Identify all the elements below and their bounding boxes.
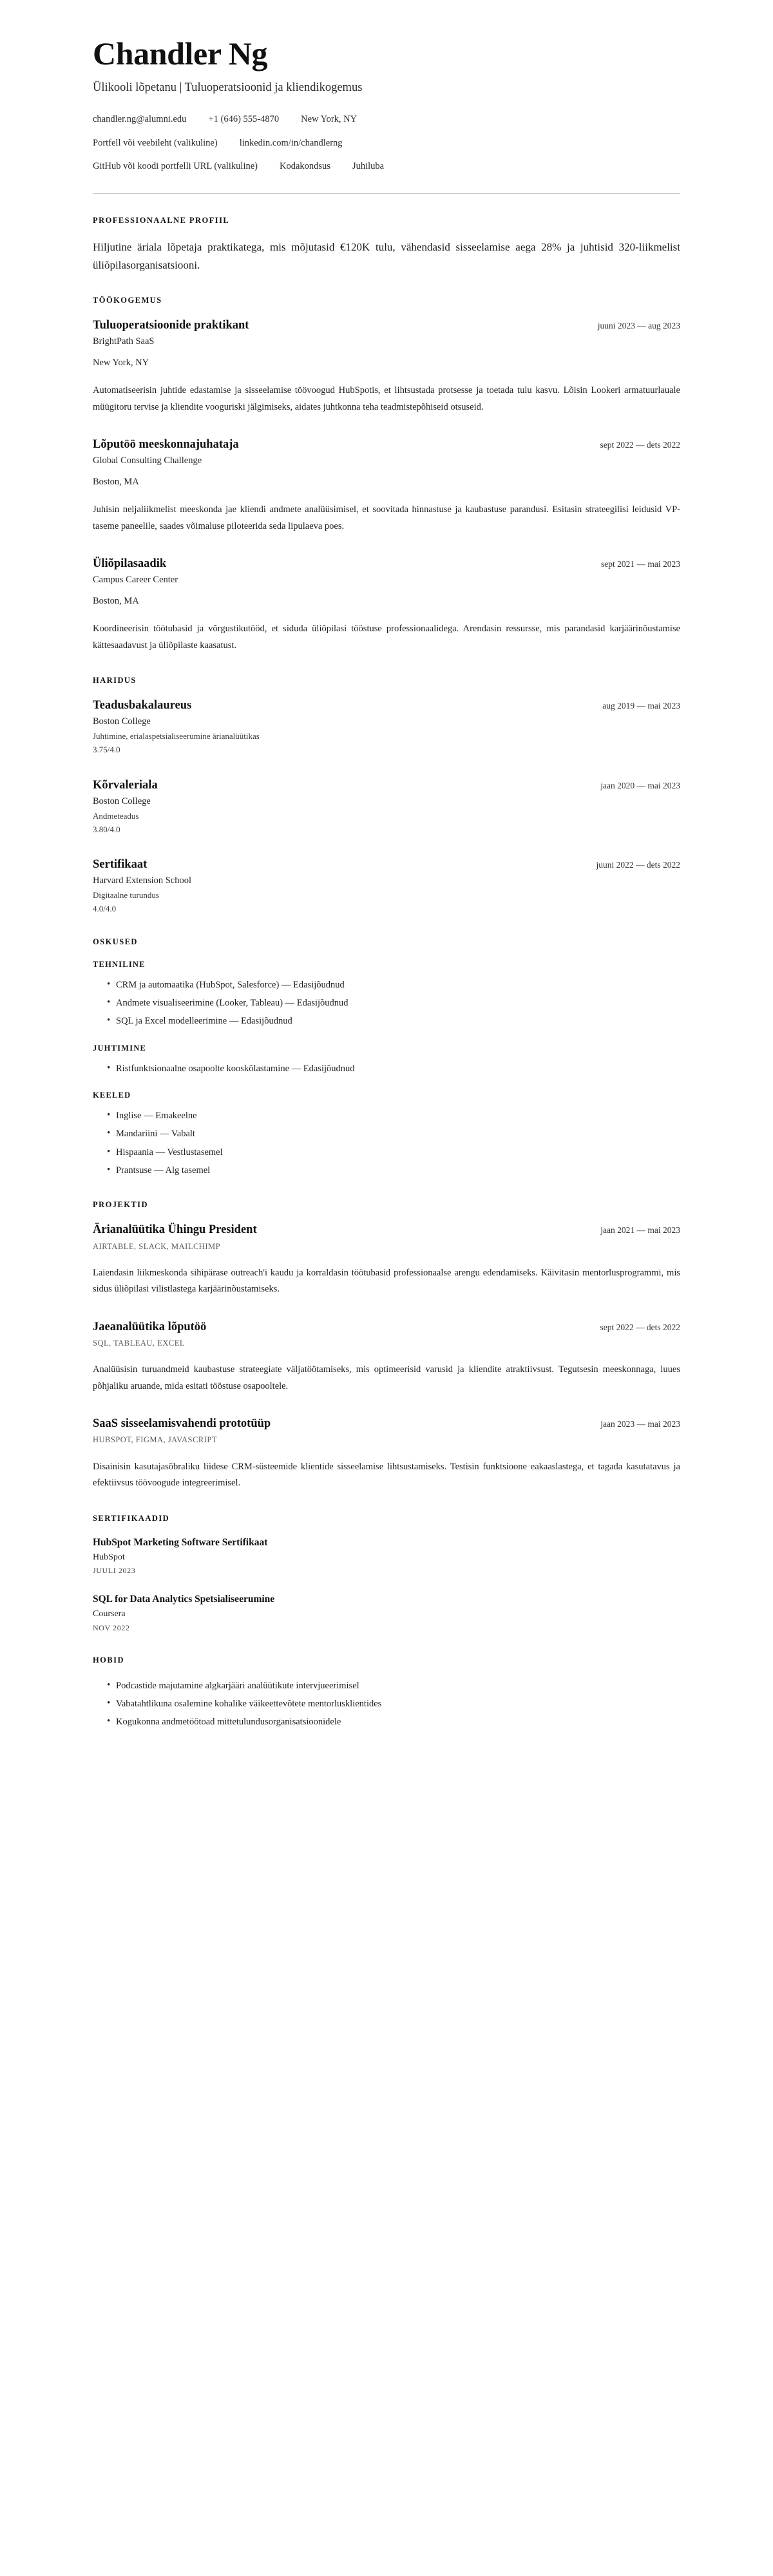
project-date: jaan 2023 — mai 2023 <box>600 1419 680 1429</box>
profile-summary: Hiljutine äriala lõpetaja praktikatega, mis mõjutasid €120K tulu, vähendasid sisseelamise aega 28% ja juhtisid 320-liikmelist üliõpilasorganisatsiooni. <box>93 241 680 271</box>
skill-item: • CRM ja automaatika (HubSpot, Salesforce) — Edasijõudnud <box>107 977 680 993</box>
skill-group-title: KEELED <box>93 1090 131 1100</box>
job-title: Üliõpilasaadik <box>93 557 167 571</box>
skill-group <box>93 1091 680 1178</box>
project-tech-stack: SQL, TABLEAU, EXCEL <box>93 1338 185 1348</box>
job-company: Global Consulting Challenge <box>93 455 202 466</box>
skills-list <box>93 960 680 1179</box>
certification-entry <box>93 1593 680 1634</box>
project-title: Jaeanalüütika lõputöö <box>93 1320 207 1333</box>
job-location: Boston, MA <box>93 477 139 488</box>
section-title-profile: PROFESSIONAALNE PROFIIL <box>93 216 230 225</box>
job-date: sept 2022 — dets 2022 <box>600 440 680 450</box>
skill-item: • Mandariini — Vabalt <box>107 1126 680 1141</box>
job-date: juuni 2023 — aug 2023 <box>597 321 680 331</box>
job-date: sept 2021 — mai 2023 <box>601 559 680 569</box>
degree-gpa: 4.0/4.0 <box>93 904 117 914</box>
entry-header <box>93 318 680 333</box>
section-profile <box>93 216 680 274</box>
education-entry <box>93 698 680 756</box>
project-title: Ärianalüütika Ühingu President <box>93 1223 257 1237</box>
section-hobbies <box>93 1655 680 1730</box>
section-title-education: HARIDUS <box>93 676 137 685</box>
entry-header <box>93 1320 680 1335</box>
education-entry <box>93 857 680 915</box>
entry-header <box>93 698 680 713</box>
hobby-item: • Podcastide majutamine algkarjääri analüütikute intervjueerimisel <box>107 1678 680 1693</box>
education-entry <box>93 778 680 836</box>
job-description: Juhisin neljaliikmelist meeskonda jae kliendi andmete analüüsimisel, et soovitada hinnastuse ja kaubastuse parandusi. Esitasin strateegilisi leidusid VP-taseme paneelile, saades võimaluse piloteerida seda lipulaeva poes. <box>93 504 680 531</box>
contact-item[interactable]: GitHub või koodi portfelli URL (valikuline) <box>93 161 258 172</box>
project-entry <box>93 1417 680 1491</box>
project-date: jaan 2021 — mai 2023 <box>600 1225 680 1236</box>
project-description: Laiendasin liikmeskonda sihipärase outreach'i kaudu ja korraldasin töötubasid professionaalse arengu edendamiseks. Käivitasin mentorlusprogrammi, mis sidus üliõpilasi vilistlastega karjäärinõustamiseks. <box>93 1268 680 1295</box>
hobby-item: • Kogukonna andmetöötoad mittetulundusorganisatsioonidele <box>107 1714 680 1730</box>
skill-item: • Andmete visualiseerimine (Looker, Tableau) — Edasijõudnud <box>107 995 680 1011</box>
contact-block <box>93 113 680 174</box>
projects-list <box>93 1223 680 1491</box>
job-description: Koordineerisin töötubasid ja võrgustikutööd, et siduda üliõpilasi tööstuse professionaalidega. Arendasin ressursse, mis parandasid karjäärinõustamise kättesaadavust ja üliõpilaste kaasatust. <box>93 624 680 651</box>
education-list <box>93 698 680 915</box>
certifications-list <box>93 1536 680 1634</box>
hobby-item: • Vabatahtlikuna osalemine kohalike väikeettevõtete mentorlusklientides <box>107 1696 680 1712</box>
experience-entry <box>93 557 680 654</box>
section-title-hobbies: HOBID <box>93 1655 124 1665</box>
resume-content <box>52 36 721 1730</box>
skill-group-title: JUHTIMINE <box>93 1043 147 1053</box>
section-title-experience: TÖÖKOGEMUS <box>93 296 162 305</box>
contact-item[interactable]: chandler.ng@alumni.edu <box>93 113 187 124</box>
entry-header <box>93 1417 680 1431</box>
skill-item: • Inglise — Emakeelne <box>107 1108 680 1123</box>
section-projects <box>93 1200 680 1491</box>
entry-header <box>93 857 680 872</box>
certification-name: HubSpot Marketing Software Sertifikaat <box>93 1536 268 1548</box>
contact-row <box>93 160 680 174</box>
contact-row <box>93 113 680 127</box>
contact-item[interactable]: New York, NY <box>301 113 358 124</box>
skill-item: • SQL ja Excel modelleerimine — Edasijõudnud <box>107 1013 680 1029</box>
project-description: Analüüsisin turuandmeid kaubastuse strateegiate väljatöötamiseks, mis optimeerisid varusid ja kliendite atraktiivsust. Tegutsesin meeskonnaga, luues põhjaliku aruande, mida esitati tööstuse osapooltele. <box>93 1364 680 1391</box>
project-tech-stack: AIRTABLE, SLACK, MAILCHIMP <box>93 1241 221 1251</box>
skill-group <box>93 960 680 1029</box>
section-title-skills: OSKUSED <box>93 937 138 946</box>
school-name: Harvard Extension School <box>93 875 192 886</box>
degree-gpa: 3.75/4.0 <box>93 745 120 755</box>
certification-issuer: HubSpot <box>93 1552 125 1562</box>
project-date: sept 2022 — dets 2022 <box>600 1322 680 1332</box>
degree-title: Sertifikaat <box>93 858 148 872</box>
section-experience <box>93 296 680 654</box>
section-title-certifications: SERTIFIKAADID <box>93 1513 170 1523</box>
job-company: BrightPath SaaS <box>93 336 155 347</box>
experience-entry <box>93 437 680 535</box>
skill-bullet-list <box>93 977 680 1029</box>
section-education <box>93 676 680 915</box>
skill-group <box>93 1044 680 1076</box>
job-location: New York, NY <box>93 358 149 368</box>
contact-item[interactable]: linkedin.com/in/chandlerng <box>239 137 343 148</box>
certification-entry <box>93 1536 680 1577</box>
certification-date: NOV 2022 <box>93 1623 130 1632</box>
entry-header <box>93 557 680 571</box>
certification-issuer: Coursera <box>93 1609 126 1619</box>
degree-field: Andmeteadus <box>93 810 139 821</box>
degree-field: Juhtimine, erialaspetsialiseerumine ärianalüütikas <box>93 731 260 741</box>
candidate-name: Chandler Ng <box>93 35 268 72</box>
skill-item: • Hispaania — Vestlustasemel <box>107 1145 680 1160</box>
contact-item[interactable]: +1 (646) 555-4870 <box>208 113 280 124</box>
header-divider <box>93 193 680 194</box>
project-tech-stack: HUBSPOT, FIGMA, JAVASCRIPT <box>93 1435 217 1445</box>
skill-item: • Prantsuse — Alg tasemel <box>107 1163 680 1178</box>
skill-group-title: TEHNILINE <box>93 959 146 969</box>
entry-header <box>93 1223 680 1237</box>
degree-date: aug 2019 — mai 2023 <box>602 701 680 711</box>
job-location: Boston, MA <box>93 596 139 607</box>
section-certifications <box>93 1514 680 1634</box>
project-title: SaaS sisseelamisvahendi prototüüp <box>93 1417 271 1431</box>
school-name: Boston College <box>93 716 151 727</box>
candidate-headline: Ülikooli lõpetanu | Tuluoperatsioonid ja kliendikogemus <box>93 81 363 94</box>
experience-entry <box>93 318 680 415</box>
degree-field: Digitaalne turundus <box>93 890 159 901</box>
degree-gpa: 3.80/4.0 <box>93 824 120 834</box>
resume-header <box>93 36 680 174</box>
degree-date: jaan 2020 — mai 2023 <box>600 780 680 790</box>
contact-item[interactable]: Portfell või veebileht (valikuline) <box>93 137 218 148</box>
contact-row <box>93 137 680 151</box>
section-skills <box>93 937 680 1179</box>
skill-bullet-list <box>93 1108 680 1178</box>
job-title: Tuluoperatsioonide praktikant <box>93 319 249 332</box>
degree-date: juuni 2022 — dets 2022 <box>596 860 680 870</box>
hobbies-bullet-list <box>93 1678 680 1730</box>
certification-name: SQL for Data Analytics Spetsialiseerumine <box>93 1594 275 1605</box>
degree-title: Kõrvaleriala <box>93 778 158 792</box>
entry-header <box>93 437 680 452</box>
job-company: Campus Career Center <box>93 575 178 586</box>
skill-item: • Ristfunktsionaalne osapoolte kooskõlastamine — Edasijõudnud <box>107 1061 680 1076</box>
project-entry <box>93 1320 680 1395</box>
section-title-projects: PROJEKTID <box>93 1200 148 1210</box>
entry-header <box>93 778 680 793</box>
contact-item[interactable]: Kodakondsus <box>280 161 330 172</box>
project-entry <box>93 1223 680 1297</box>
certification-date: JUULI 2023 <box>93 1566 136 1576</box>
contact-item[interactable]: Juhiluba <box>352 161 385 172</box>
project-description: Disainisin kasutajasõbraliku liidese CRM-süsteemide klientide sisseelamise lihtsustamiseks. Testisin funktsioone eakaaslastega, et tagada kasutatavus ja efektiivsus töövoogude integreerimisel. <box>93 1461 680 1489</box>
degree-title: Teadusbakalaureus <box>93 699 192 712</box>
job-description: Automatiseerisin juhtide edastamise ja sisseelamise töövoogud HubSpotis, et lihtsustada protsesse ja toetada tulu kasvu. Lõisin Lookeri armatuurlauale müügitoru tervise ja kliendite vooguriski jälgimiseks, aidates juhtkonna teha teadmistepõhiseid otsuseid. <box>93 385 680 412</box>
skill-bullet-list <box>93 1061 680 1076</box>
school-name: Boston College <box>93 796 151 806</box>
job-title: Lõputöö meeskonnajuhataja <box>93 438 239 452</box>
experience-list <box>93 318 680 654</box>
